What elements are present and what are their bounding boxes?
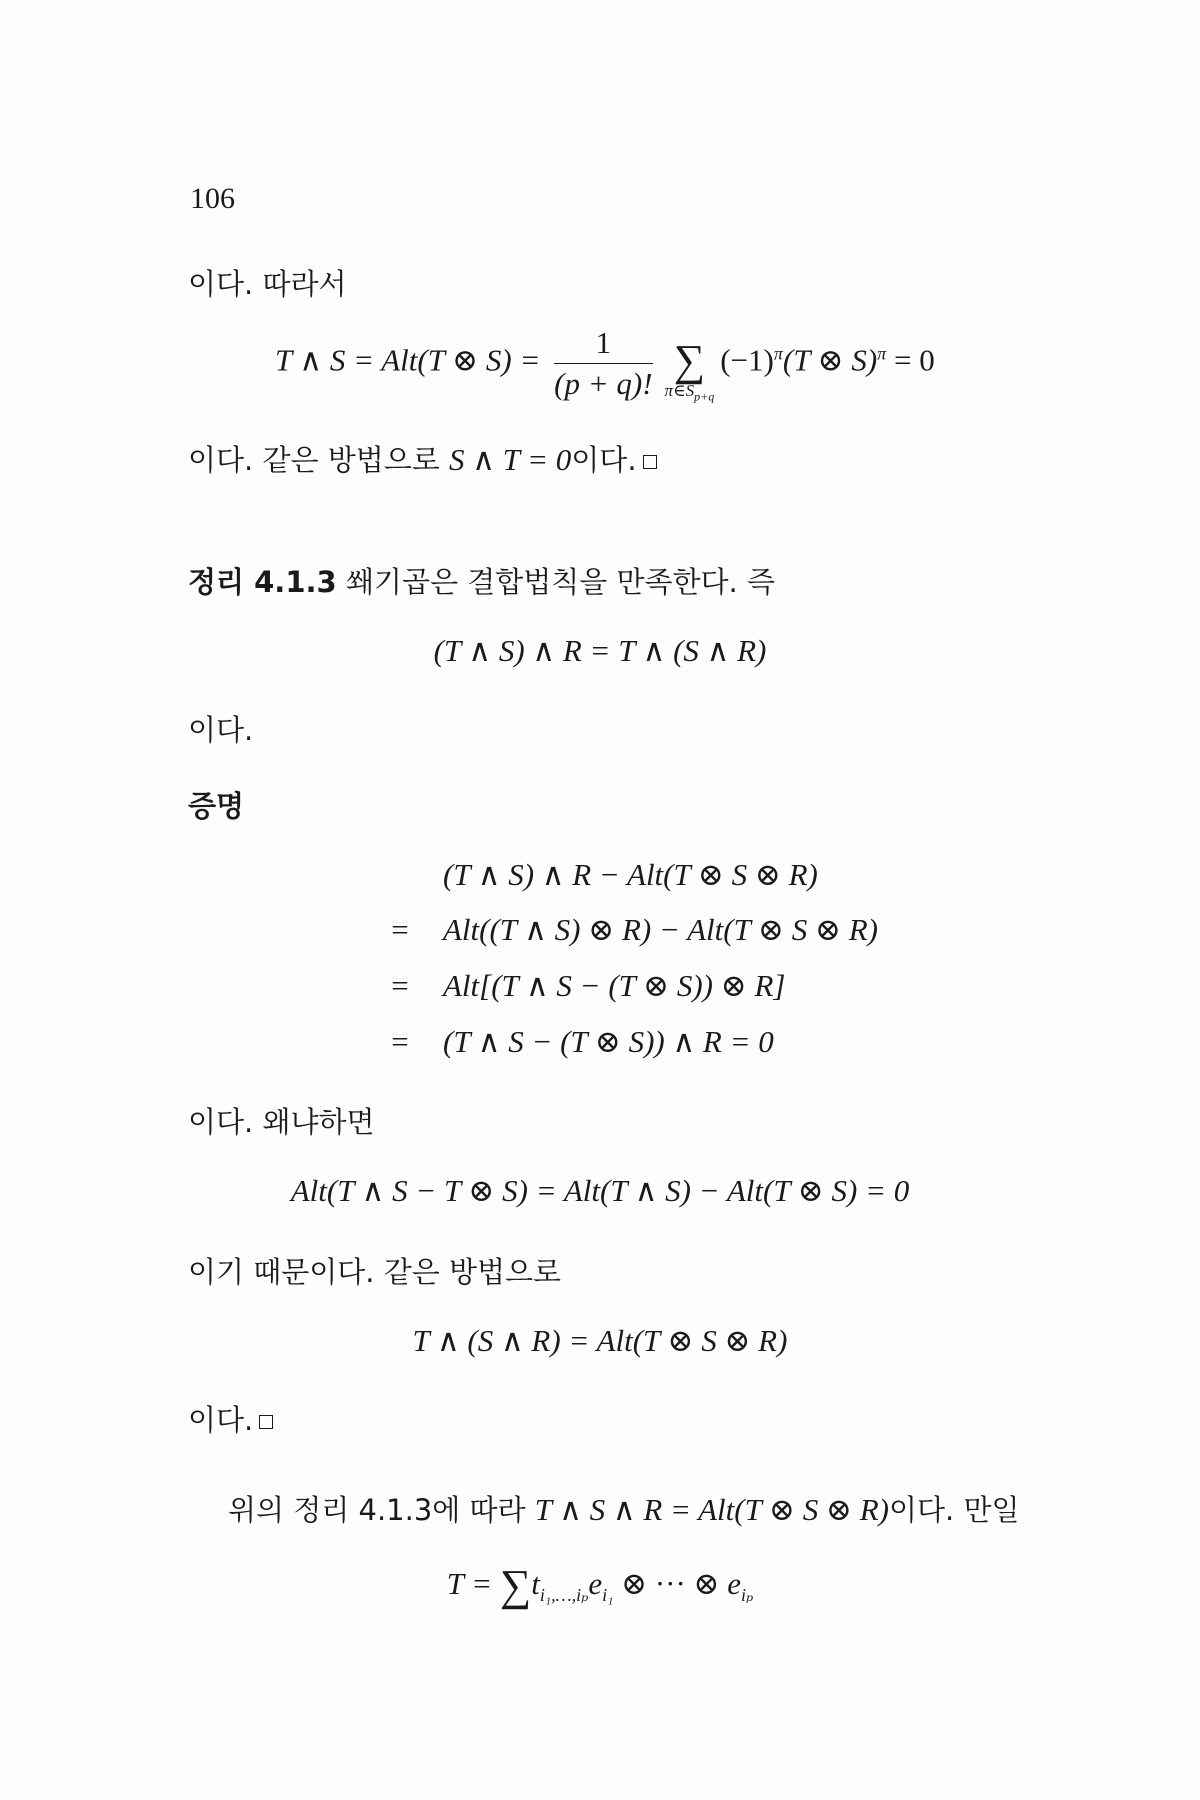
text-line-4: 이다. 왜냐하면 bbox=[188, 1105, 375, 1139]
eq1-lhs: T ∧ S = Alt(T ⊗ S) = bbox=[275, 342, 549, 378]
text-line-1: 이다. 따라서 bbox=[188, 267, 347, 301]
page-number: 106 bbox=[190, 182, 235, 215]
line2-math: S ∧ T = 0 bbox=[449, 442, 572, 477]
text-line-6 bbox=[188, 1398, 273, 1439]
text-line-7 bbox=[228, 1488, 1020, 1529]
equation-4: T ∧ (S ∧ R) = Alt(T ⊗ S ⊗ R) bbox=[412, 1323, 788, 1358]
eq5-e1: e bbox=[588, 1566, 603, 1601]
eq1-sum-subscript: $\pi\in S_{p+q}$ bbox=[664, 380, 715, 404]
align-row-4-lhs: = bbox=[391, 1024, 409, 1059]
eq1-rhs-a-sup: π bbox=[773, 343, 783, 364]
eq5-t: t bbox=[531, 1566, 540, 1601]
text-line-2 bbox=[188, 438, 657, 479]
eq1-rhs-b: (T ⊗ S) bbox=[782, 342, 878, 378]
eq5-sigma-symbol: ∑ bbox=[499, 1561, 532, 1610]
eq1-rhs-c: = 0 bbox=[886, 342, 935, 378]
line7-text: 위의 정리 4.1.3에 따라 bbox=[228, 1493, 535, 1527]
align-row-1-rhs: (T ∧ S) ∧ R − Alt(T ⊗ S ⊗ R) bbox=[443, 857, 818, 892]
theorem-statement bbox=[188, 560, 775, 601]
line7-math: T ∧ S ∧ R = Alt(T ⊗ S ⊗ R) bbox=[534, 1492, 889, 1527]
line7-text-end: 이다. 만일 bbox=[889, 1493, 1020, 1527]
eq1-rhs-a: (−1) bbox=[720, 342, 774, 378]
equation-1 bbox=[275, 325, 935, 402]
eq5-lhs: T = bbox=[446, 1566, 500, 1601]
qed-square-icon bbox=[643, 455, 657, 469]
eq5-e1-subscript: i₁ bbox=[602, 1585, 614, 1606]
equation-5 bbox=[0, 1560, 1200, 1611]
align-row-2-rhs: Alt((T ∧ S) ⊗ R) − Alt(T ⊗ S ⊗ R) bbox=[443, 912, 878, 947]
eq1-rhs-b-sup: π bbox=[877, 343, 887, 364]
qed-square-icon bbox=[259, 1415, 273, 1429]
align-row-3-lhs: = bbox=[391, 968, 409, 1003]
eq1-sum bbox=[664, 335, 715, 406]
text-line-3: 이다. bbox=[188, 713, 254, 747]
equation-3: Alt(T ∧ S − T ⊗ S) = Alt(T ∧ S) − Alt(T ⊗ S) = 0 bbox=[290, 1173, 910, 1208]
theorem-text: 쐐기곱은 결합법칙을 만족한다. 즉 bbox=[336, 565, 775, 599]
eq5-mid: ⊗ ··· ⊗ bbox=[613, 1566, 728, 1601]
eq1-fraction bbox=[554, 325, 652, 402]
text-line-5: 이기 때문이다. 같은 방법으로 bbox=[188, 1255, 562, 1289]
eq1-denominator: (p + q)! bbox=[554, 366, 653, 401]
line6-text: 이다. bbox=[188, 1403, 254, 1437]
theorem-label: 정리 4.1.3 bbox=[188, 565, 337, 599]
align-row-4-rhs: (T ∧ S − (T ⊗ S)) ∧ R = 0 bbox=[443, 1024, 774, 1059]
line2-text: 이다. 같은 방법으로 bbox=[188, 443, 449, 477]
eq5-e2: e bbox=[727, 1566, 742, 1601]
proof-label: 증명 bbox=[188, 789, 245, 823]
eq5-t-subscript: i₁,…,iₚ bbox=[539, 1585, 589, 1606]
equation-2: (T ∧ S) ∧ R = T ∧ (S ∧ R) bbox=[433, 633, 767, 668]
line2-text-end: 이다. bbox=[571, 443, 637, 477]
sigma-symbol: ∑ bbox=[673, 335, 706, 385]
align-row-3-rhs: Alt[(T ∧ S − (T ⊗ S)) ⊗ R] bbox=[443, 968, 786, 1003]
eq5-e2-subscript: iₚ bbox=[741, 1585, 754, 1606]
align-row-2-lhs: = bbox=[391, 912, 409, 947]
eq1-numerator: 1 bbox=[554, 325, 652, 364]
